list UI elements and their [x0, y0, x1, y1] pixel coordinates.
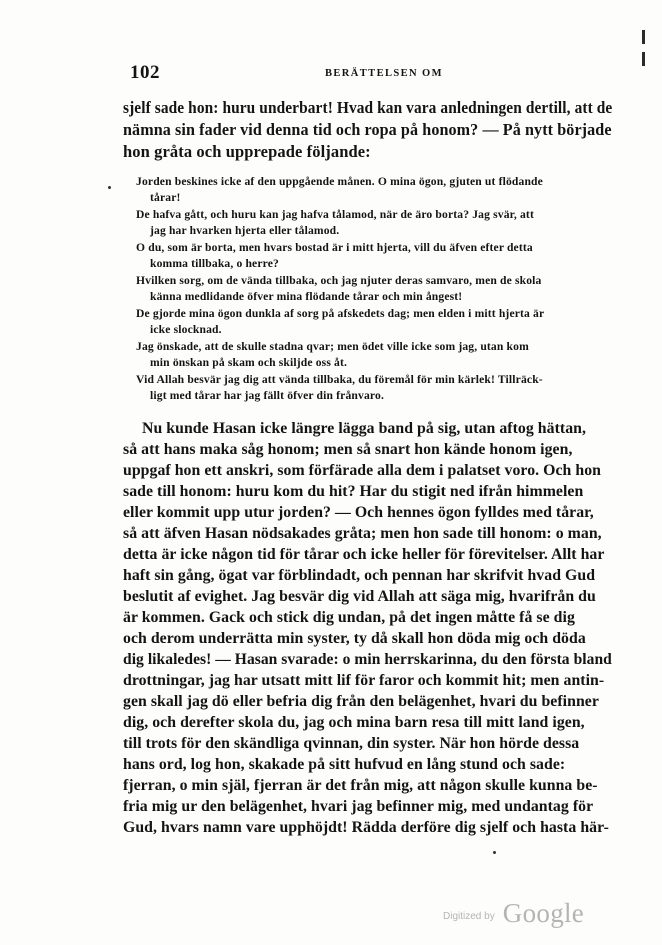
- poem-line: tårar!: [150, 191, 181, 204]
- running-title: BERÄTTELSEN OM: [325, 68, 443, 79]
- poem-line: icke slocknad.: [150, 323, 222, 336]
- text-line: så att äfven Hasan nödsakades gråta; men hon sade till honom: o man,: [123, 525, 602, 542]
- text-line: och derom underrätta min syster, ty då skall hon döda mig och döda: [123, 630, 586, 647]
- text-line: dig likaledes! — Hasan svarade: o min herrskarinna, du den första bland: [123, 651, 612, 668]
- text-line: dig, och derefter skola du, jag och mina barn resa till mitt land igen,: [123, 714, 585, 731]
- text-line: drottningar, jag har utsatt mitt lif för faror och kommit hit; men antin-: [123, 672, 605, 689]
- text-line: gen skall jag dö eller befria dig från den belägenhet, hvari du befinner: [123, 693, 599, 710]
- text-line: beslutit af evighet. Jag besvär dig vid Allah att säga mig, hvarifrån du: [123, 588, 596, 605]
- text-line: haft sin gång, ögat var förblindadt, och pennan har skrifvit hvad Gud: [123, 567, 596, 584]
- poem-line: min önskan på skam och skiljde oss åt.: [150, 356, 348, 369]
- text-line: Gud, hvars namn vare upphöjdt! Rädda derföre dig sjelf och hasta här-: [123, 819, 609, 836]
- text-line: Nu kunde Hasan icke längre lägga band på sig, utan aftog hättan,: [142, 420, 587, 437]
- text-line: så att hans maka såg honom; men så snart hon kände honom igen,: [123, 441, 573, 458]
- page-header: [130, 62, 610, 86]
- page-number: 102: [130, 62, 160, 83]
- text-line: detta är icke någon tid för tårar och icke heller för förevitelser. Allt har: [123, 546, 605, 563]
- poem-line: jag har hvarken hjerta eller tålamod.: [150, 224, 340, 237]
- ink-speck: [108, 186, 111, 189]
- text-line: hon gråta och upprepade följande:: [123, 142, 371, 161]
- page-edge-mark: [642, 30, 645, 44]
- poem-line: Hvilken sorg, om de vända tillbaka, och jag njuter deras samvaro, men de skola: [136, 274, 542, 287]
- poem-line: komma tillbaka, o herre?: [150, 257, 279, 270]
- page-edge-mark: [642, 52, 645, 66]
- text-line: sjelf sade hon: huru underbart! Hvad kan vara anledningen dertill, att de: [123, 98, 613, 117]
- watermark-label: Digitized by: [443, 911, 495, 922]
- poem-line: ligt med tårar har jag fällt öfver din frånvaro.: [150, 389, 385, 402]
- text-line: nämna sin fader vid denna tid och ropa på honom? — På nytt började: [123, 120, 612, 139]
- text-line: uppgaf hon ett anskri, som förfärade alla dem i palatset voro. Och hon: [123, 462, 602, 479]
- text-line: hans ord, log hon, skakade på sitt hufvud en lång stund och sade:: [123, 756, 566, 773]
- poem-line: känna medlidande öfver mina flödande tårar och min ångest!: [150, 290, 463, 303]
- text-line: fria mig ur den belägenhet, hvari jag befinner mig, med undantag för: [123, 798, 594, 815]
- poem-line: O du, som är borta, men hvars bostad är i mitt hjerta, vill du äfven efter detta: [136, 241, 533, 254]
- ink-speck: [493, 851, 496, 854]
- text-line: fjerran, o min själ, fjerran är det från mig, att någon skulle kunna be-: [123, 777, 598, 794]
- text-line: till trots för den skändliga qvinnan, din syster. När hon hörde dessa: [123, 735, 580, 752]
- text-line: är kommen. Gack och stick dig undan, på det ingen måtte få se dig: [123, 609, 575, 626]
- poem-line: De gjorde mina ögon dunkla af sorg på afskedets dag; men elden i mitt hjerta är: [136, 307, 545, 320]
- text-line: sade till honom: huru kom du hit? Har du stigit ned ifrån himmelen: [123, 483, 584, 500]
- poem-line: Jag önskade, att de skulle stadna qvar; men ödet ville icke som jag, utan kom: [136, 340, 529, 353]
- poem-line: Jorden beskines icke af den uppgående månen. O mina ögon, gjuten ut flödande: [136, 175, 543, 188]
- text-line: eller kommit upp utur jorden? — Och hennes ögon fylldes med tårar,: [123, 504, 594, 521]
- google-logo: Google: [502, 898, 585, 928]
- poem-line: De hafva gått, och huru kan jag hafva tålamod, när de äro borta? Jag svär, att: [136, 208, 534, 221]
- poem-line: Vid Allah besvär jag dig att vända tillbaka, du föremål för min kärlek! Tillräck-: [136, 373, 543, 386]
- digitized-watermark: [443, 898, 584, 929]
